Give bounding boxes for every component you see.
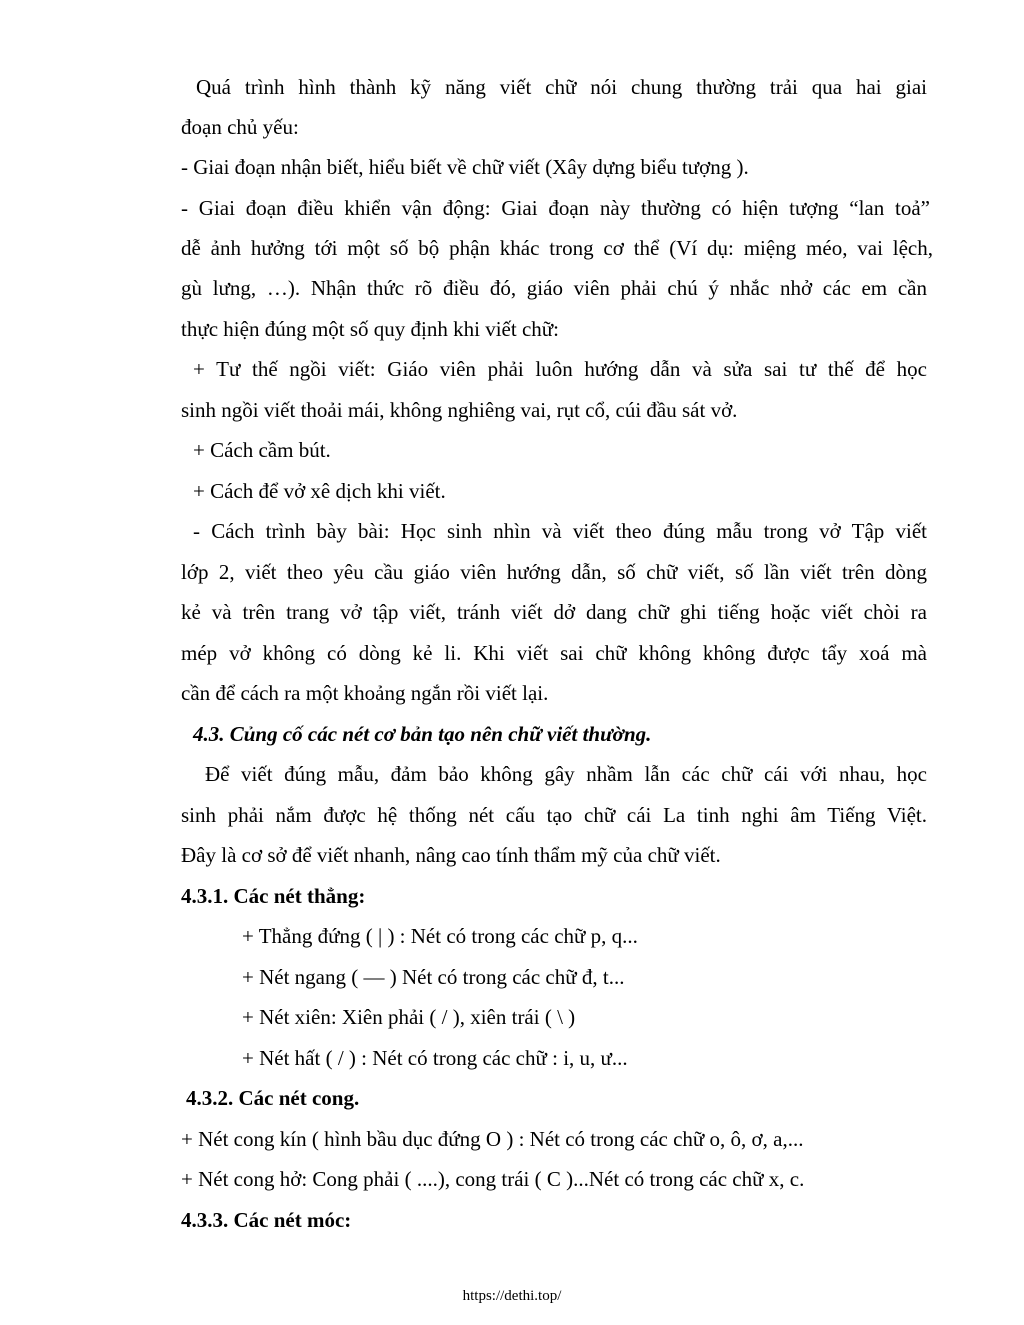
section-heading-4-3-2: 4.3.2. Các nét cong. xyxy=(186,1086,360,1110)
bullet-motor-stage-line-1: - Giai đoạn điều khiển vận động: Giai đoạn này thường có hiện tượng “lan toả” xyxy=(181,196,930,220)
notebook-position-rule: + Cách để vở xê dịch khi viết. xyxy=(193,479,446,503)
posture-rule-line-1: + Tư thế ngồi viết: Giáo viên phải luôn hướng dẫn và sửa sai tư thế để học xyxy=(193,357,927,381)
presentation-rule-line-3: kẻ và trên trang vở tập viết, tránh viết dở dang chữ ghi tiếng hoặc viết chòi ra xyxy=(181,600,927,624)
footer-url: https://dethi.top/ xyxy=(462,1288,562,1304)
bullet-motor-stage-line-4: thực hiện đúng một số quy định khi viết chữ: xyxy=(181,317,559,341)
intro-paragraph-line-1: Quá trình hình thành kỹ năng viết chữ nói chung thường trải qua hai giai xyxy=(196,75,927,99)
section-4-3-paragraph-line-2: sinh phải nắm được hệ thống nét cấu tạo chữ cái La tinh nghi âm Tiếng Việt. xyxy=(181,803,927,827)
bullet-motor-stage-line-3: gù lưng, …). Nhận thức rõ điều đó, giáo viên phải chú ý nhắc nhở các em cần xyxy=(181,276,927,300)
straight-stroke-item-horizontal: + Nét ngang ( — ) Nét có trong các chữ đ, t... xyxy=(242,965,625,989)
curved-stroke-item-closed: + Nét cong kín ( hình bầu dục đứng O ) : Nét có trong các chữ o, ô, ơ, a,... xyxy=(181,1127,804,1151)
section-heading-4-3-1: 4.3.1. Các nét thẳng: xyxy=(181,884,366,908)
curved-stroke-item-open: + Nét cong hở: Cong phải ( ....), cong trái ( C )...Nét có trong các chữ x, c. xyxy=(181,1167,805,1191)
intro-paragraph-line-2: đoạn chủ yếu: xyxy=(181,115,299,139)
presentation-rule-line-5: cần để cách ra một khoảng ngắn rồi viết lại. xyxy=(181,681,549,705)
straight-stroke-item-upstroke: + Nét hất ( / ) : Nét có trong các chữ : i, u, ư... xyxy=(242,1046,628,1070)
presentation-rule-line-4: mép vở không có dòng kẻ li. Khi viết sai chữ không không được tẩy xoá mà xyxy=(181,641,927,665)
pen-holding-rule: + Cách cầm bút. xyxy=(193,438,331,462)
section-4-3-paragraph-line-1: Để viết đúng mẫu, đảm bảo không gây nhầm lẫn các chữ cái với nhau, học xyxy=(205,762,927,786)
bullet-recognition-stage: - Giai đoạn nhận biết, hiểu biết về chữ viết (Xây dựng biểu tượng ). xyxy=(181,155,749,179)
presentation-rule-line-2: lớp 2, viết theo yêu cầu giáo viên hướng dẫn, số chữ viết, số lần viết trên dòng xyxy=(181,560,927,584)
presentation-rule-line-1: - Cách trình bày bài: Học sinh nhìn và viết theo đúng mẫu trong vở Tập viết xyxy=(193,519,927,543)
section-heading-4-3-3: 4.3.3. Các nét móc: xyxy=(181,1208,352,1232)
bullet-motor-stage-line-2: dễ ảnh hưởng tới một số bộ phận khác trong cơ thể (Ví dụ: miệng méo, vai lệch, xyxy=(181,236,933,260)
straight-stroke-item-slanted: + Nét xiên: Xiên phải ( / ), xiên trái ( \ ) xyxy=(242,1005,576,1029)
posture-rule-line-2: sinh ngồi viết thoải mái, không nghiêng vai, rụt cổ, cúi đầu sát vở. xyxy=(181,398,738,422)
section-heading-4-3: 4.3. Củng cố các nét cơ bản tạo nên chữ viết thường. xyxy=(193,722,652,746)
section-4-3-paragraph-line-3: Đây là cơ sở để viết nhanh, nâng cao tính thẩm mỹ của chữ viết. xyxy=(181,843,721,867)
straight-stroke-item-vertical: + Thẳng đứng ( | ) : Nét có trong các chữ p, q... xyxy=(242,924,638,948)
